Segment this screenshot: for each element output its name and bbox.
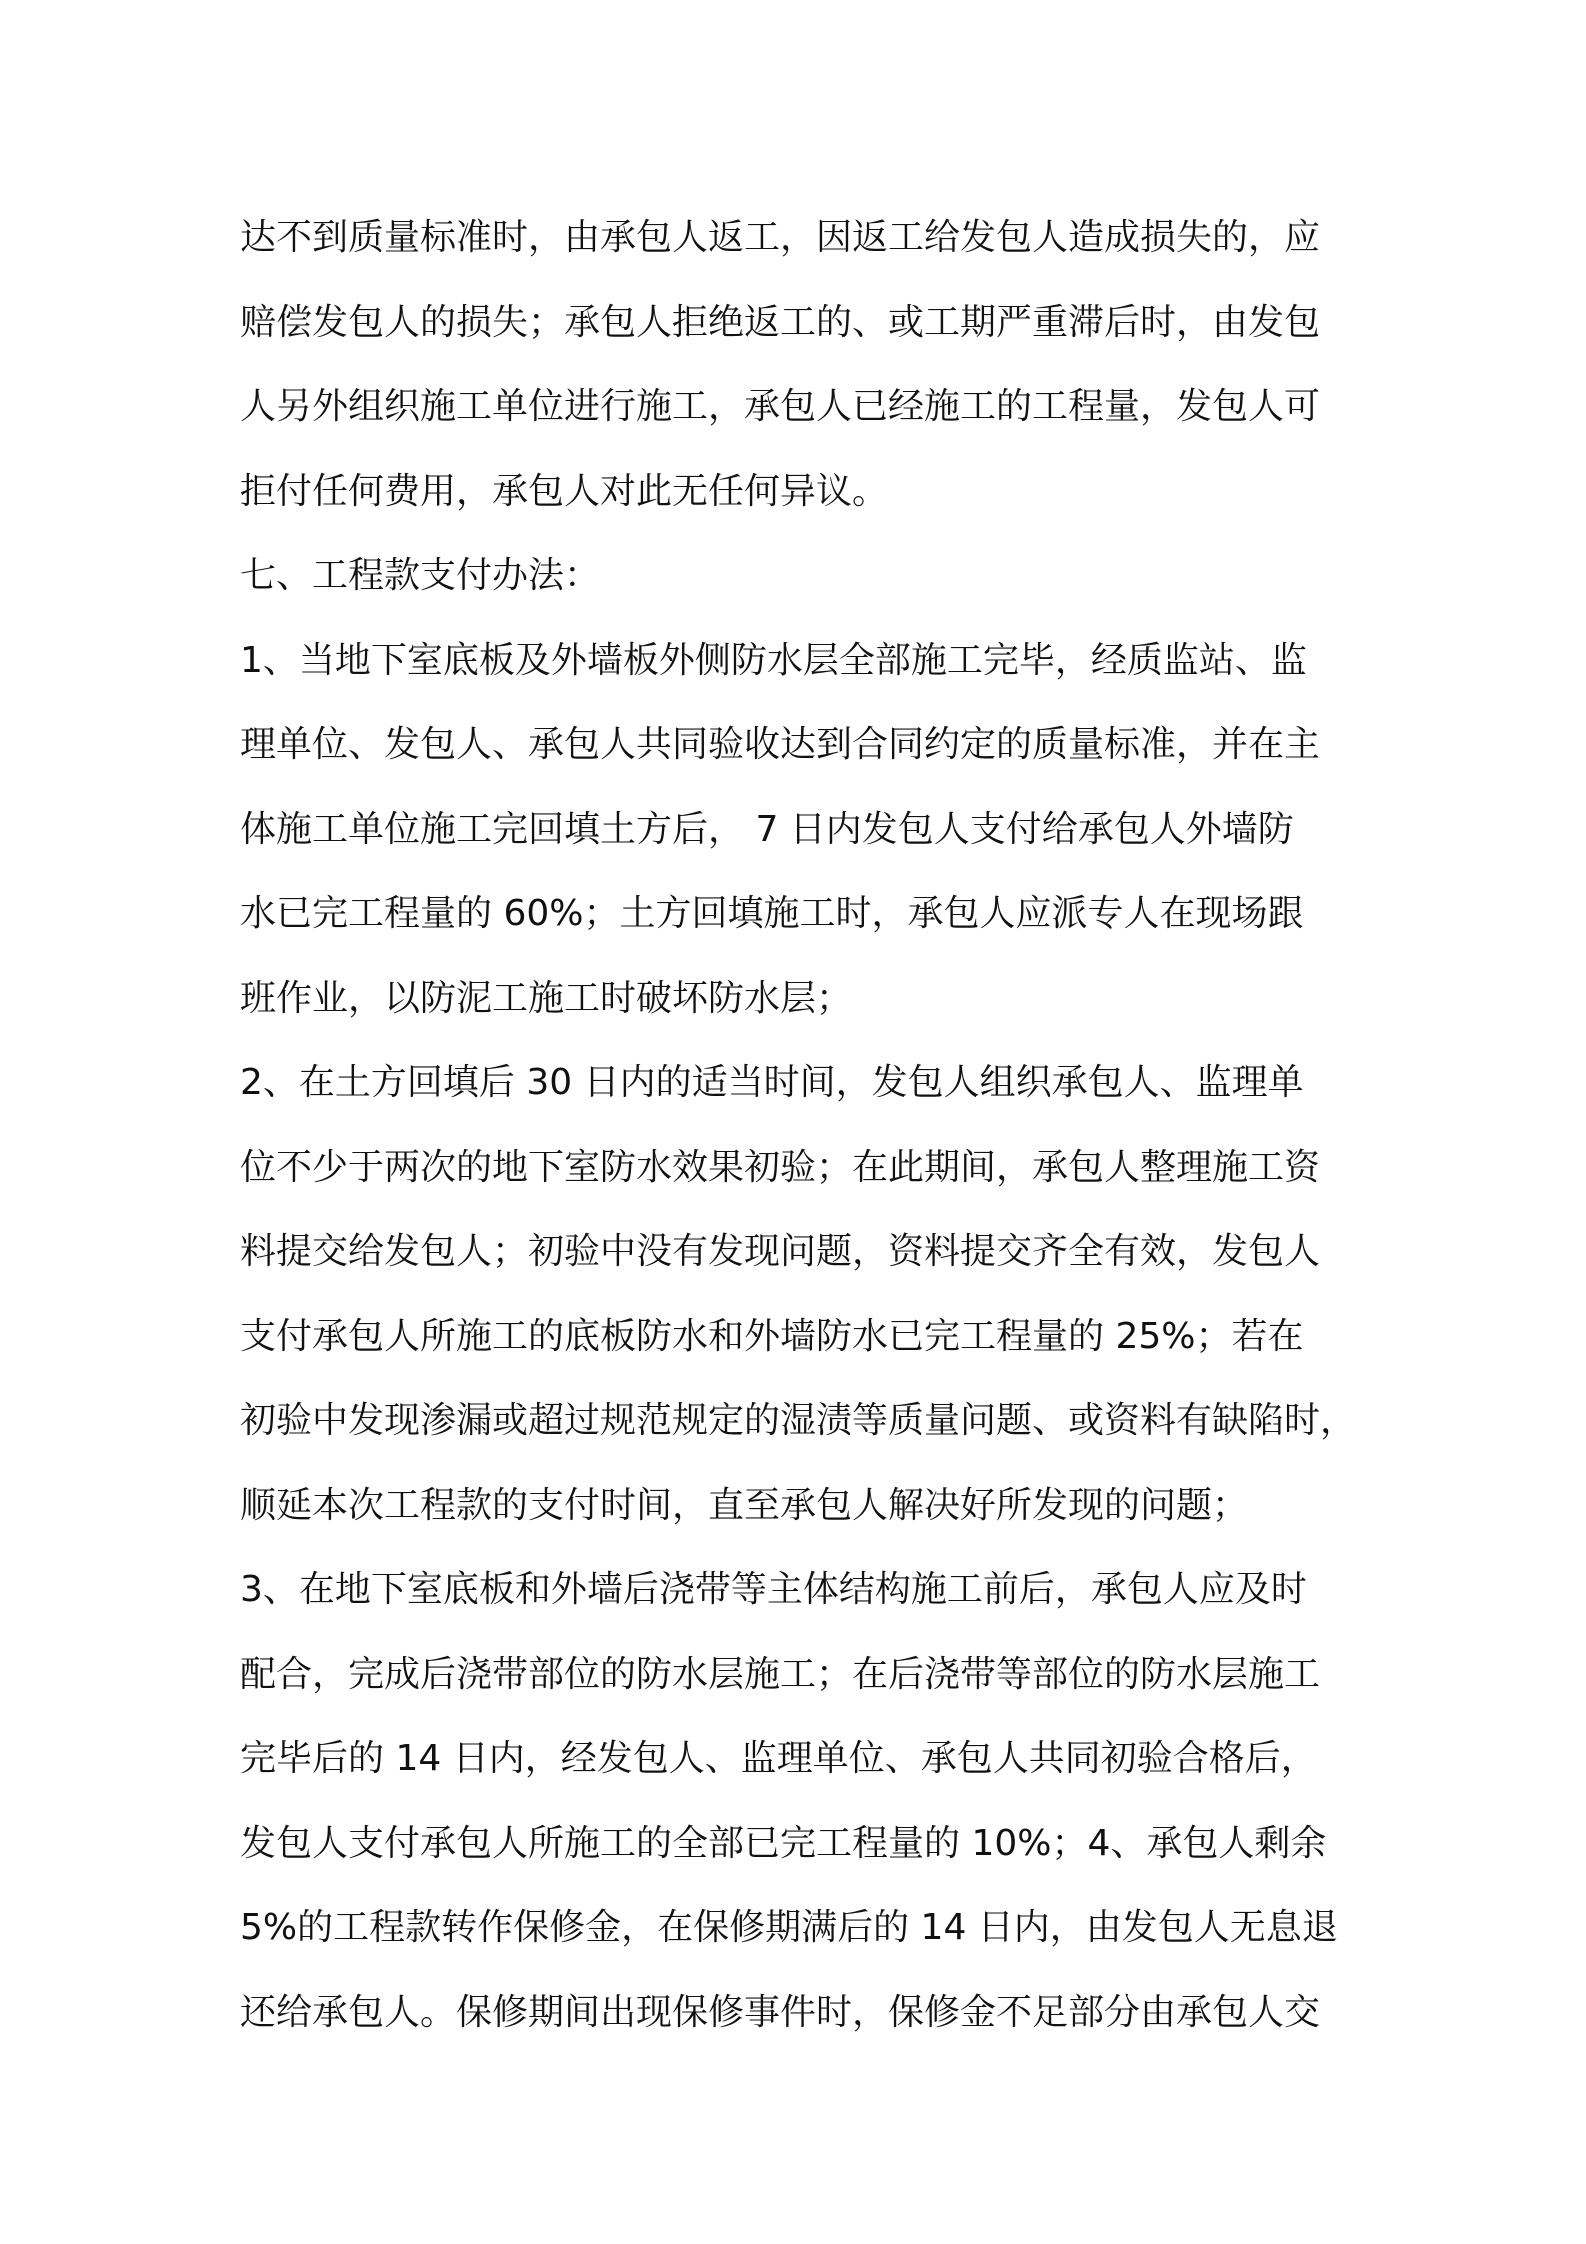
text-line-19: 完毕后的 14 日内，经发包人、监理单位、承包人共同初验合格后， xyxy=(240,1738,1317,1779)
text-line-4: 拒付任何费用，承包人对此无任何异议。 xyxy=(240,470,889,512)
text-line-1: 达不到质量标准时，由承包人返工，因返工给发包人造成损失的，应 xyxy=(240,217,1321,258)
text-line-9: 水已完工程量的 60%；土方回填施工时，承包人应派专人在现场跟 xyxy=(240,893,1304,934)
text-line-13: 料提交给发包人；初验中没有发现问题，资料提交齐全有效，发包人 xyxy=(240,1231,1321,1272)
text-line-20: 发包人支付承包人所施工的全部已完工程量的 10%；4、承包人剩余 xyxy=(240,1822,1327,1864)
text-line-11: 2、在土方回填后 30 日内的适当时间，发包人组织承包人、监理单 xyxy=(240,1062,1304,1103)
text-line-15: 初验中发现渗漏或超过规范规定的湿渍等质量问题、或资料有缺陷时， xyxy=(240,1400,1357,1441)
text-line-21: 5%的工程款转作保修金，在保修期满后的 14 日内，由发包人无息退 xyxy=(240,1907,1338,1948)
text-line-17: 3、在地下室底板和外墙后浇带等主体结构施工前后，承包人应及时 xyxy=(240,1569,1307,1610)
text-line-8: 体施工单位施工完回填土方后， 7 日内发包人支付给承包人外墙防 xyxy=(240,808,1294,850)
text-line-2: 赔偿发包人的损失；承包人拒绝返工的、或工期严重滞后时，由发包 xyxy=(240,301,1321,343)
text-line-6: 1、当地下室底板及外墙板外侧防水层全部施工完毕，经质监站、监 xyxy=(240,639,1307,681)
text-line-7: 理单位、发包人、承包人共同验收达到合同约定的质量标准，并在主 xyxy=(240,724,1321,765)
text-line-22: 还给承包人。保修期间出现保修事件时，保修金不足部分由承包人交 xyxy=(240,1991,1321,2033)
text-line-12: 位不少于两次的地下室防水效果初验；在此期间，承包人整理施工资 xyxy=(240,1146,1321,1188)
text-line-10: 班作业，以防泥工施工时破坏防水层； xyxy=(240,977,853,1019)
text-line-18: 配合，完成后浇带部位的防水层施工；在后浇带等部位的防水层施工 xyxy=(240,1653,1321,1695)
section-heading-payment: 七、工程款支付办法： xyxy=(240,555,601,596)
contract-body-text xyxy=(240,196,1380,2055)
text-line-16: 顺延本次工程款的支付时间，直至承包人解决好所发现的问题； xyxy=(240,1484,1249,1526)
text-line-14: 支付承包人所施工的底板防水和外墙防水已完工程量的 25%；若在 xyxy=(240,1315,1304,1357)
text-line-3: 人另外组织施工单位进行施工，承包人已经施工的工程量，发包人可 xyxy=(240,386,1321,427)
